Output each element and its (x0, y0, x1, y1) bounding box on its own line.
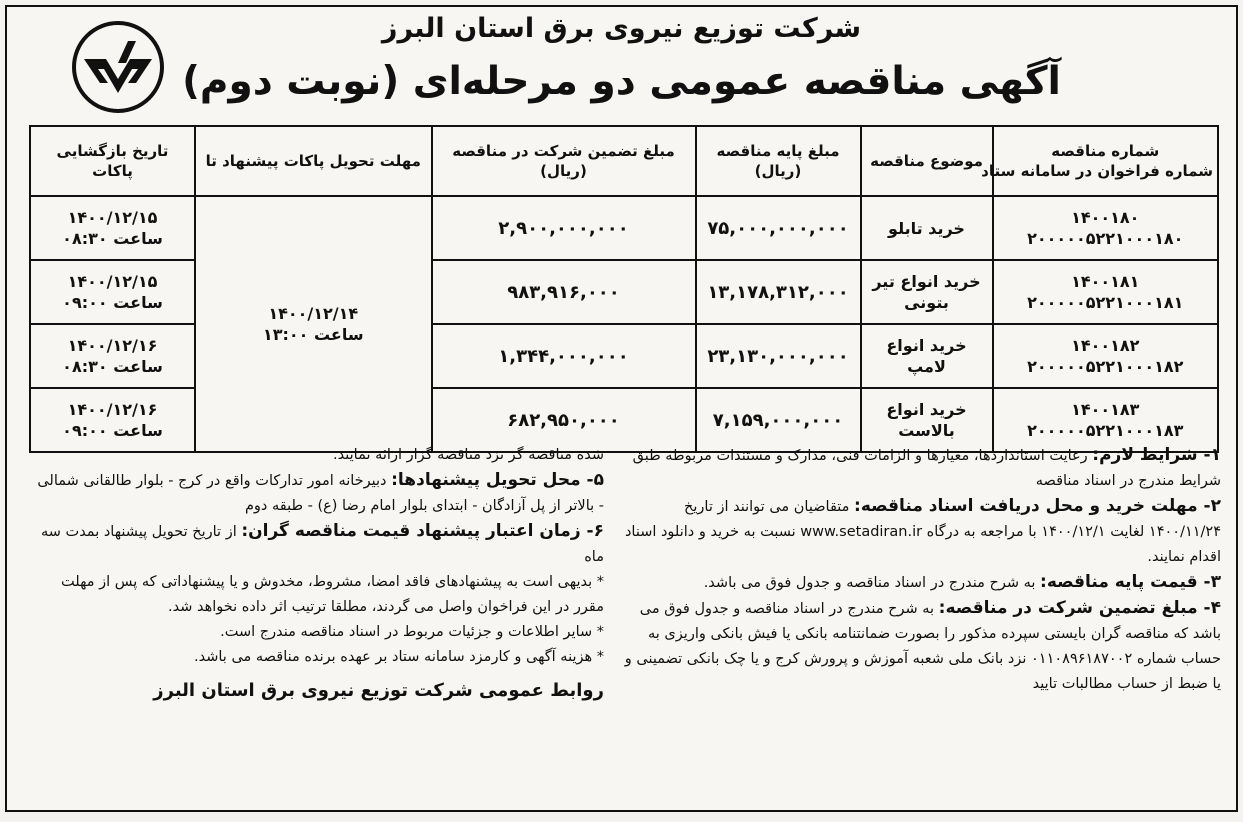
base-amount-cell: ۱۳,۱۷۸,۳۱۲,۰۰۰ (696, 260, 861, 324)
tender-number-cell: ۱۴۰۰۱۸۱ ۲۰۰۰۰۰۵۲۲۱۰۰۰۱۸۱ (993, 260, 1219, 324)
condition-5: ۵- محل تحویل پیشنهادها: دبیرخانه امور تدارکات واقع در کرج - بلوار طالقانی شمالی - بالاتر از پل آزادگان - ابتدای بلوار امام رضا (ع) - طبقه دوم (37, 470, 604, 514)
company-name: شرکت توزیع نیروی برق استان البرز (381, 13, 862, 44)
condition-6: ۶- زمان اعتبار پیشنهاد قیمت مناقصه گران: از تاریخ تحویل پیشنهاد بمدت سه ماه (41, 521, 604, 565)
header-opening: تاریخ بازگشایی پاکات (30, 126, 195, 196)
condition-4-continued: شده مناقصه گر نزد مناقصه گزار ارائه نمایند. (333, 447, 604, 463)
condition-2: ۲- مهلت خرید و محل دریافت اسناد مناقصه: متقاضیان می توانند از تاریخ ۱۴۰۰/۱۱/۲۴ لغایت ۱۴۰۰/۱۲/۱ با مراجعه به درگاه www.setadiran.ir نسبت به خرید و دانلود اسناد اقدام نمایند. (624, 496, 1221, 565)
subject-cell: خرید تابلو (861, 196, 993, 260)
conditions-right-column (621, 443, 1221, 697)
note-3: * هزینه آگهی و کارمزد سامانه ستاد بر عهده برنده مناقصه می باشد. (194, 649, 604, 665)
tender-number-cell: ۱۴۰۰۱۸۳ ۲۰۰۰۰۰۵۲۲۱۰۰۰۱۸۳ (993, 388, 1219, 452)
notice-title: آگهی مناقصه عمومی دو مرحله‌ای (نوبت دوم) (182, 59, 1061, 104)
tender-table (29, 125, 1219, 453)
subject-cell: خرید انواع لامپ (861, 324, 993, 388)
note-2: * سایر اطلاعات و جزئیات مربوط در اسناد مناقصه مندرج است. (220, 624, 604, 640)
tender-number-cell: ۱۴۰۰۱۸۰ ۲۰۰۰۰۰۵۲۲۱۰۰۰۱۸۰ (993, 196, 1219, 260)
table-header-row (30, 126, 1218, 196)
header-guarantee: مبلغ تضمین شرکت در مناقصه (ریال) (432, 126, 696, 196)
tender-notice (5, 5, 1238, 812)
condition-4: ۴- مبلغ تضمین شرکت در مناقصه: به شرح مندرج در اسناد مناقصه و جدول فوق می باشد که مناقصه گران بایستی سپرده مذکور را بصورت ضمانتنامه بانکی یا فیش بانکی واریزی به حساب شماره ۰۱۱۰۸۹۶۱۸۷۰۰۲ نزد بانک ملی شعبه آموزش و پرورش کرج و یا چک بانکی تضمینی و یا ضبط از حساب مطالبات تایید (624, 598, 1221, 692)
opening-date-cell: ۱۴۰۰/۱۲/۱۵ ساعت ۰۹:۰۰ (30, 260, 195, 324)
base-amount-cell: ۲۳,۱۳۰,۰۰۰,۰۰۰ (696, 324, 861, 388)
guarantee-amount-cell: ۱,۳۴۴,۰۰۰,۰۰۰ (432, 324, 696, 388)
base-amount-cell: ۷۵,۰۰۰,۰۰۰,۰۰۰ (696, 196, 861, 260)
header-number: شماره مناقصه شماره فراخوان در سامانه ستاد (993, 126, 1219, 196)
deadline-cell: ۱۴۰۰/۱۲/۱۴ ساعت ۱۳:۰۰ (195, 196, 432, 452)
opening-date-cell: ۱۴۰۰/۱۲/۱۶ ساعت ۰۹:۰۰ (30, 388, 195, 452)
guarantee-amount-cell: ۶۸۲,۹۵۰,۰۰۰ (432, 388, 696, 452)
header-base: مبلغ پایه مناقصه (ریال) (696, 126, 861, 196)
tender-number-cell: ۱۴۰۰۱۸۲ ۲۰۰۰۰۰۵۲۲۱۰۰۰۱۸۲ (993, 324, 1219, 388)
conditions-left-column (29, 443, 604, 703)
base-amount-cell: ۷,۱۵۹,۰۰۰,۰۰۰ (696, 388, 861, 452)
subject-cell: خرید انواع تیر بتونی (861, 260, 993, 324)
note-1: * بدیهی است به پیشنهادهای فاقد امضا، مشروط، مخدوش و یا پیشنهاداتی که پس از مهلت مقرر در این فراخوان واصل می گردند، مطلقا ترتیب اثر داده نخواهد شد. (61, 574, 604, 615)
header-subject: موضوع مناقصه (861, 126, 993, 196)
condition-1: ۱- شرایط لازم: رعایت استانداردها، معیارها و الزامات فنی، مدارک و مستندات مربوطه طبق شرایط مندرج در اسناد مناقصه (632, 445, 1221, 489)
guarantee-amount-cell: ۲,۹۰۰,۰۰۰,۰۰۰ (432, 196, 696, 260)
condition-3: ۳- قیمت پایه مناقصه: به شرح مندرج در اسناد مناقصه و جدول فوق می باشد. (703, 572, 1221, 592)
guarantee-amount-cell: ۹۸۳,۹۱۶,۰۰۰ (432, 260, 696, 324)
opening-date-cell: ۱۴۰۰/۱۲/۱۶ ساعت ۰۸:۳۰ (30, 324, 195, 388)
header-deadline: مهلت تحویل پاکات پیشنهاد تا (195, 126, 432, 196)
opening-date-cell: ۱۴۰۰/۱۲/۱۵ ساعت ۰۸:۳۰ (30, 196, 195, 260)
public-relations-signature: روابط عمومی شرکت توزیع نیروی برق استان البرز (153, 680, 604, 701)
subject-cell: خرید انواع بالاست (861, 388, 993, 452)
table-row (30, 196, 1218, 260)
conditions (29, 443, 1221, 803)
header (7, 7, 1236, 125)
